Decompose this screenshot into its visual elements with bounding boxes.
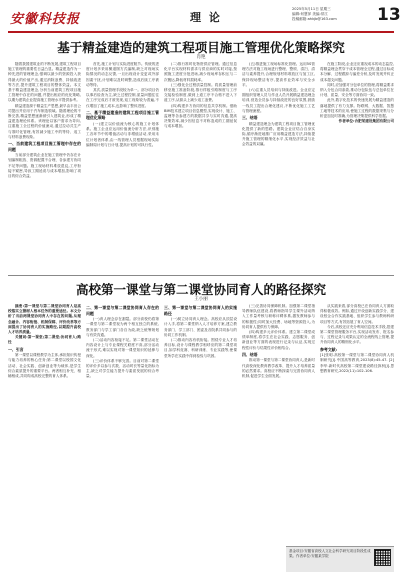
section-heading: 一、引言 — [8, 346, 24, 352]
qr-code-icon — [374, 549, 391, 566]
references-heading: 参考文献: — [320, 346, 338, 352]
paragraph: (三)强化全过程质量控制。将质量管理前移至施工准备阶段,推行样板引路制度与工序交接检验制度,做到上道工序不合格不进入下道工序,从源头上减少返工浪费。 — [164, 82, 237, 103]
article2-column-3 — [164, 304, 237, 572]
paragraph: 精益建造理念为建筑工程项目施工管理优化提供了新的思路。建筑企业应结合自身实际,循序渐进地推广应用精益建造方法,持续提升施工管理的精细化水平,实现经济效益与社会效益的双赢。 — [242, 121, 315, 147]
paragraph: 推动第一课堂与第二课堂协同育人,是新时代高校深化教育教学改革、提升人才培养质量的必然要求。高校应不断探索与完善协同育人机制,促进学生全面发展。 — [242, 358, 315, 379]
paragraph: 其次,质量管理手段较为单一。部分项目仍以事后检查为主,缺乏过程控制,质量问题往往在工序完成后才被发现,返工现象较为普遍,不仅增加了施工成本,也影响了整体进度。 — [86, 88, 159, 108]
editor-line: 编辑:何慧萍 美编:常江 — [292, 12, 328, 17]
abstract: 摘要:第一课堂与第二课堂协同育人是高校落实立德树人根本任务的重要途径。本文分析了当前两课堂协同育人中存在的问题,从理念融合、内容衔接、机制保障、评价改革等方面提出了协同育人的实施路径,以期提升高校人才培养质量。 — [8, 304, 81, 335]
paragraph: (五)推进施工现场标准化管理。运用5S管理方法对施工现场进行整理、整顿、清扫、清洁与素养提升,合理规划材料堆放区与加工区,保持现场整洁有序,提高作业效率与安全水平。 — [242, 62, 315, 87]
section-title: 理 论 — [190, 11, 222, 24]
footnote: 基金项目:安徽省高校人文社会科学研究项目阶段性成果。作者单位:安徽某学院 — [289, 549, 371, 558]
paragraph: (六)注重人员培训与持续改进。企业应定期组织管理人员与作业人员开展精益建造理念培训,营造全员参与持续改进的良好氛围,鼓励一线员工提出合理化建议,不断优化施工工艺与管理流程。 — [242, 88, 315, 113]
paragraph: (二)推动内容有机衔接。围绕专业人才培养目标,设计与课程教学相呼应的第二课堂项目,如学科竞赛、科研训练、专业实践等,使课堂所学在实践中得到检验与巩固。 — [164, 338, 237, 358]
section-heading: 三、第一课堂与第二课堂协同育人的实施路径 — [164, 305, 237, 316]
paragraph: 当前部分建筑企业在施工管理中仍存在计划编制粗放、资源配置不合理、各参建方协同不足等问题。施工现场材料堆放混乱,工序衔接不紧密,导致工期延误与成本增加,影响了项目的综合效益。 — [8, 153, 81, 179]
section-heading: 二、基于精益建造的建筑工程项目施工管理优化策略 — [86, 109, 159, 121]
article2-author: 王小丽 — [194, 297, 208, 302]
email-line: 投稿邮箱:ahkjb@163.com — [292, 17, 337, 22]
paragraph: 今后,高校还应充分利用信息技术手段,搭建第二课堂管理服务平台,实现活动发布、报名参与、过程记录与成果认定的全流程线上管理,提升协同育人的精细化水平。 — [320, 324, 394, 345]
masthead-rule — [8, 31, 394, 33]
newspaper-brand: 安徽科技报 — [10, 12, 81, 27]
article-separator — [8, 275, 394, 276]
paragraph: (二)活动内容衔接不足。第二课堂活动在内容设计上与专业课程关联度不高,部分活动流于形式,难以实现对第一课堂知识的延伸与深化。 — [86, 338, 159, 358]
paragraph: 在施工阶段,企业还应重视成本的动态监控,将精益理念贯穿于成本管理全过程,通过目标成本分解、过程跟踪与偏差分析,及时发现并纠正成本超支问题。 — [320, 62, 394, 82]
paragraph: (三)评价体系不够完善。目前对第二课堂的评价多以参与次数、活动时长等量化指标为主,缺乏对学生能力提升与素质发展的综合考量。 — [86, 358, 159, 379]
page-number: 13 — [377, 5, 401, 25]
paragraph: 首先,施工计划与实际进度脱节。传统的进度计划多采用横道图方式编制,缺乏对现场实际情况的动态反馈,一旦出现设计变更或外部因素干扰,计划难以及时调整,造成后续工序被动等待。 — [86, 62, 159, 87]
paragraph: 随着我国建筑业的不断发展,建筑工程项目施工管理的重要性日益凸显。精益建造作为一种先进的管理理念,强调以最少的资源投入获得最大的价值产出,通过消除浪费、持续改进等方法,提升建筑工程项目的整体效益。本文基于精益建造理念,分析当前建筑工程项目施工管理中存在的问题,并提出相应的优化策略,以期为建筑企业提高施工管理水平提供参考。 — [8, 62, 81, 103]
issue-date: 2025年5月11日 星期三 — [292, 7, 331, 11]
article1-column-2 — [86, 62, 159, 270]
paragraph: (三)完善协同保障机制。加强第二课堂指导教师队伍建设,将教师指导学生课外活动纳入工作量考核与职称评聘体系,激发教师参与的积极性;同时加大经费、场地等资源投入,为协同育人提供有力保障。 — [242, 304, 315, 329]
paragraph: (二)推行准时化物资供应管理。通过信息化平台实现材料需求与供应商的实时对接,按照施工进度分批进场,减少现场库存积压与二次搬运,降低材料损耗率。 — [164, 62, 237, 82]
article2-column-4 — [242, 304, 315, 572]
article1-title: 基于精益建造的建筑工程项目施工管理优化策略探究 — [57, 40, 345, 55]
issue-meta — [292, 7, 337, 23]
paragraph: 精益建造源于精益生产思想,最早由丰田公司提出并应用于汽车制造领域。随着理论的不断完善,精益思想逐渐被引入建筑业,形成了精益建造理论体系。该理论以客户需求为导向,注重施工全过程的价值流动,通过拉动式生产与准时化管理,有效减少施工中的等待、返工与材料浪费现象。 — [8, 103, 81, 139]
article2-title: 高校第一课堂与第二课堂协同育人的路径探究 — [75, 282, 326, 297]
article1-column-3 — [164, 62, 237, 270]
paragraph: (一)建立以价值流为核心的施工计划体系。施工企业应运用价值流分析方法,识别施工各环节中的增值活动与非增值活动,采用末位计划者体系,由一线管理人员根据现场实际编制周计划与日计划,提高计划的可执行性。 — [86, 122, 159, 147]
section-heading: 一、当前建筑工程项目施工管理中存在的问题 — [8, 141, 81, 152]
paragraph: 同时,应加强对分包单位的管理,将精益要求纳入分包合同条款,推动分包队伍与总包单位在计划、质量、安全等方面协同一致。 — [320, 82, 394, 98]
paragraph: (一)树立协同育人理念。高校应从顶层设计入手,将第二课堂纳入人才培养方案,建立教务部门、学工部门、团委及各院系共同参与的协同工作机制。 — [164, 317, 237, 337]
author-affiliation: 作者单位:合肥某建设集团有限公司 — [338, 119, 394, 124]
paragraph: (四)构建多元评价体系。建立第二课堂成绩单制度,将学生在社会实践、志愿服务、创新创业等方面的表现进行记录与认证,实现过程性评价与结果性评价相结合。 — [242, 330, 315, 350]
article1-column-1 — [8, 62, 81, 270]
section-heading: 四、结语 — [242, 351, 258, 357]
masthead — [8, 4, 401, 30]
article1-author: 肖艳 — [196, 55, 206, 60]
references: [1]张明.高校第一课堂与第二课堂协同育人机制研究[J].中国高等教育,2023(8):45-47. [2]李华.新时代高校第二课堂建设路径探析[J].思想教育研究,2022(11):102-106. — [320, 353, 394, 373]
paragraph: 此外,数字化技术的快速发展为精益建造的落地提供了有力支撑。物联网、大数据、智慧工地等技术的应用,使施工过程的数据采集与分析更加及时准确,为管理决策提供科学依据。 — [320, 98, 394, 119]
footnote-box — [286, 546, 394, 572]
section-heading: 二、第一课堂与第二课堂协同育人存在的问题 — [86, 305, 159, 316]
keywords: 关键词:第一课堂;第二课堂;协同育人;路径 — [8, 335, 81, 345]
article2-column-2 — [86, 304, 159, 572]
section-heading: 三、结语 — [242, 115, 258, 121]
paragraph: (一)育人理念存在割裂。部分高校仍将第一课堂与第二课堂视为两个相互独立的系统,教务部门与学工部门各自为政,缺乏统筹规划与有效沟通。 — [86, 317, 159, 337]
article1-column-5 — [320, 62, 394, 270]
article1-column-4 — [242, 62, 315, 270]
article2-column-5 — [320, 304, 394, 542]
article2-column-1 — [8, 304, 81, 572]
paragraph: 从实践来看,部分高校已在协同育人方面取得积极成效。例如,通过开设创新实践学分、建设校企合作实践基地、组织学生参与教师科研项目等方式,有效拓展了育人空间。 — [320, 304, 394, 324]
paragraph: (四)构建多方协同的信息共享机制。借助BIM技术建立项目信息模型,实现设计、施工、监理等各参建方的数据共享与实时沟通,提高决策效率,减少因信息不对称造成的工期延误与成本增加。 — [164, 103, 237, 129]
paragraph: 第一课堂以课程教学为主体,承担知识传授与能力培养的核心任务;第二课堂以校园文化活动、社会实践、创新创业等为载体,是学生综合素质提升的重要平台。两者相互补充、相辅相成,共同构成高校完整的育人体系。 — [8, 353, 81, 379]
